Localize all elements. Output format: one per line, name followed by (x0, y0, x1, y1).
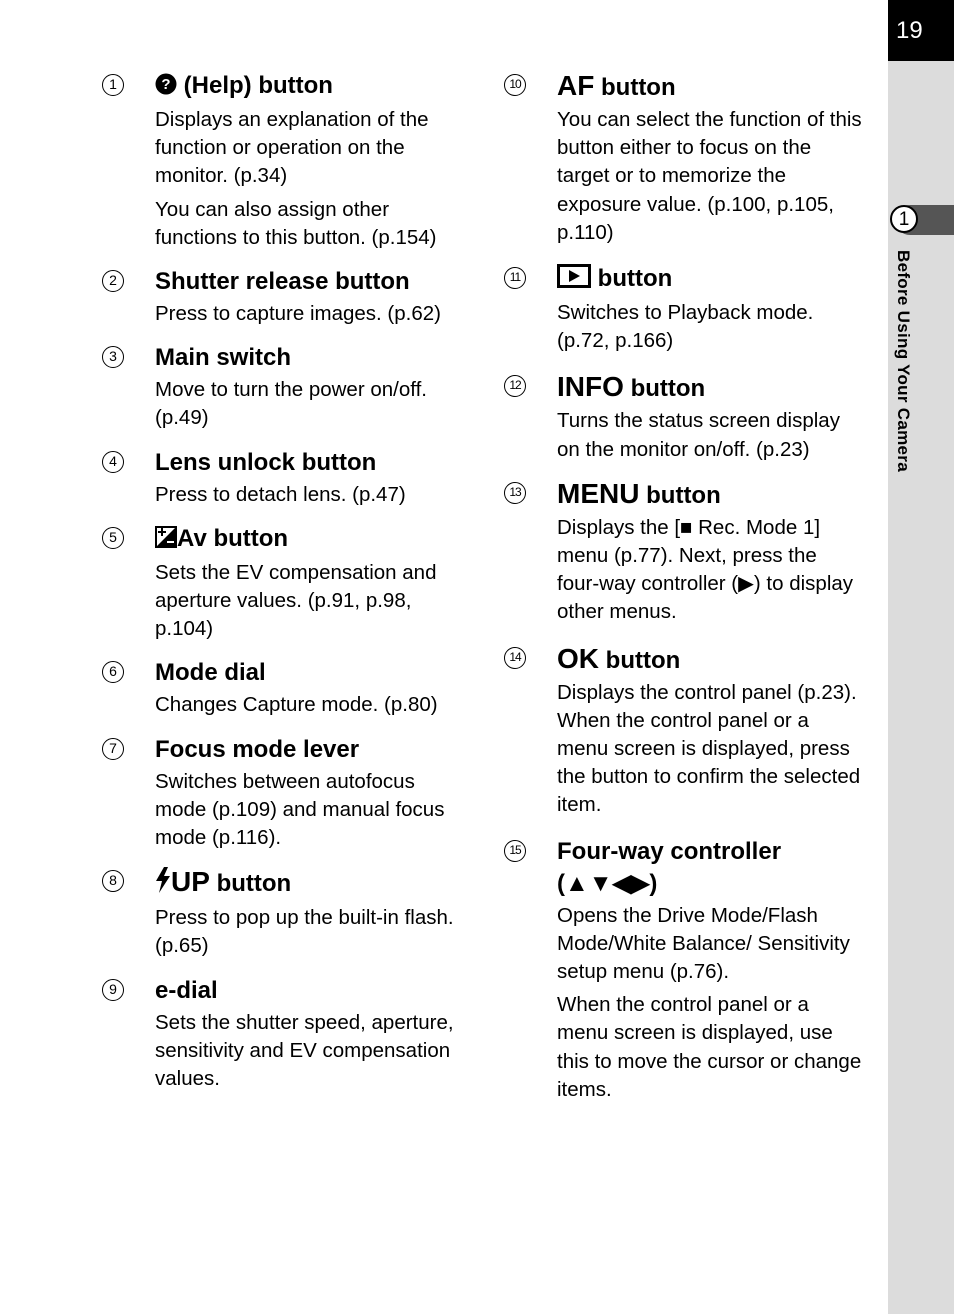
callout-item-4 (100, 447, 460, 509)
svg-text:?: ? (161, 76, 171, 93)
item-title: button (213, 524, 289, 552)
item-description: You can select the function of this button either to focus on the target or to memorize the exposure value. (p.100, p.105, p.110) (557, 108, 862, 244)
callout-item-13 (502, 478, 862, 627)
callout-number: 3 (102, 346, 124, 368)
callout-number: 14 (504, 647, 526, 669)
item-heading (155, 523, 460, 557)
item-title: button (597, 265, 673, 293)
callout-number: 15 (504, 840, 526, 862)
callout-number: 9 (102, 979, 124, 1001)
item-heading (155, 70, 460, 104)
item-heading (155, 657, 460, 689)
item-description: Sets the shutter speed, aperture, sensitivity and EV compensation values. (155, 1010, 454, 1091)
item-title: button (601, 74, 676, 101)
callout-item-9 (100, 975, 460, 1094)
item-heading (155, 447, 460, 479)
item-title: e-dial (155, 976, 218, 1004)
item-description: Sets the EV compensation and aperture values. (p.91, p.98, p.104) (155, 560, 437, 641)
button-symbol: Av (177, 524, 207, 552)
callout-number: 4 (102, 451, 124, 473)
item-heading (155, 975, 460, 1007)
item-heading (557, 70, 862, 104)
item-heading (557, 643, 862, 677)
item-title: button (605, 646, 681, 674)
chapter-title: Before Using Your Camera (894, 250, 913, 472)
item-heading (155, 266, 460, 298)
button-symbol: UP (171, 866, 210, 898)
item-heading (557, 371, 862, 405)
item-heading (155, 342, 460, 374)
item-description: Displays an explanation of the function or operation on the monitor. (p.34) (155, 108, 429, 188)
callout-item-11 (502, 263, 862, 355)
callout-number: 7 (102, 738, 124, 760)
item-title: Shutter release button (155, 268, 410, 296)
callout-number: 6 (102, 661, 124, 683)
button-symbol: OK (557, 642, 599, 674)
item-description: When the control panel or a menu screen is displayed, use this to move the cursor or change items. (557, 993, 862, 1101)
chapter-number: 1 (890, 205, 918, 233)
item-title: Four-way controller (▲▼◀▶) (557, 837, 782, 897)
item-description: Turns the status screen display on the monitor on/off. (p.23) (557, 409, 840, 461)
item-description: Displays the [■ Rec. Mode 1] menu (p.77). Next, press the four-way controller (▶) to display other menus. (557, 515, 854, 624)
item-title: button (216, 870, 292, 898)
playback-icon (557, 264, 591, 297)
callout-item-2 (100, 266, 460, 328)
button-symbol: MENU (557, 477, 640, 509)
callout-number: 8 (102, 870, 124, 892)
item-heading (155, 866, 460, 902)
side-tab-strip (888, 0, 954, 1314)
item-description: Press to pop up the built-in flash. (p.65) (155, 906, 454, 958)
callout-number: 1 (102, 74, 124, 96)
callout-number: 12 (504, 375, 526, 397)
item-description: You can also assign other functions to this button. (p.154) (155, 197, 437, 249)
item-heading (557, 478, 862, 512)
callout-item-15 (502, 836, 862, 1104)
right-column (502, 70, 862, 1104)
item-description: Press to detach lens. (p.47) (155, 482, 406, 506)
item-title: Focus mode lever (155, 735, 360, 763)
item-title: Main switch (155, 344, 292, 372)
callout-item-14 (502, 643, 862, 820)
page-number: 19 (888, 0, 954, 61)
callout-item-3 (100, 342, 460, 432)
item-title: Lens unlock button (155, 448, 377, 476)
left-column (100, 70, 460, 1093)
item-description: Displays the control panel (p.23). When the control panel or a menu screen is displayed, press the button to confirm the selected item. (557, 680, 861, 817)
callout-number: 5 (102, 527, 124, 549)
item-title: (Help) button (183, 72, 333, 99)
callout-number: 10 (504, 74, 526, 96)
ev-compensation-icon (155, 525, 177, 557)
item-heading (557, 836, 862, 900)
item-description: Switches to Playback mode. (p.72, p.166) (557, 301, 814, 353)
item-description: Switches between autofocus mode (p.109) and manual focus mode (p.116). (155, 769, 445, 850)
callout-number: 11 (504, 267, 526, 289)
callout-item-8 (100, 866, 460, 960)
callout-item-10 (502, 70, 862, 247)
callout-item-5 (100, 523, 460, 644)
item-title: Mode dial (155, 659, 266, 687)
item-description: Press to capture images. (p.62) (155, 302, 441, 326)
item-description: Move to turn the power on/off. (p.49) (155, 378, 427, 430)
button-symbol: AF (557, 70, 595, 101)
item-heading (155, 734, 460, 766)
item-title: button (630, 375, 706, 403)
callout-number: 2 (102, 270, 124, 292)
item-description: Changes Capture mode. (p.80) (155, 693, 438, 717)
item-heading (557, 263, 862, 297)
flash-icon (155, 867, 171, 902)
callout-number: 13 (504, 482, 526, 504)
callout-item-7 (100, 734, 460, 853)
button-symbol: INFO (557, 371, 624, 403)
callout-item-12 (502, 371, 862, 463)
help-icon (155, 72, 177, 104)
callout-item-6 (100, 657, 460, 719)
item-description: Opens the Drive Mode/Flash Mode/White Balance/ Sensitivity setup menu (p.76). (557, 903, 850, 984)
item-title: button (646, 481, 721, 509)
callout-item-1 (100, 70, 460, 252)
